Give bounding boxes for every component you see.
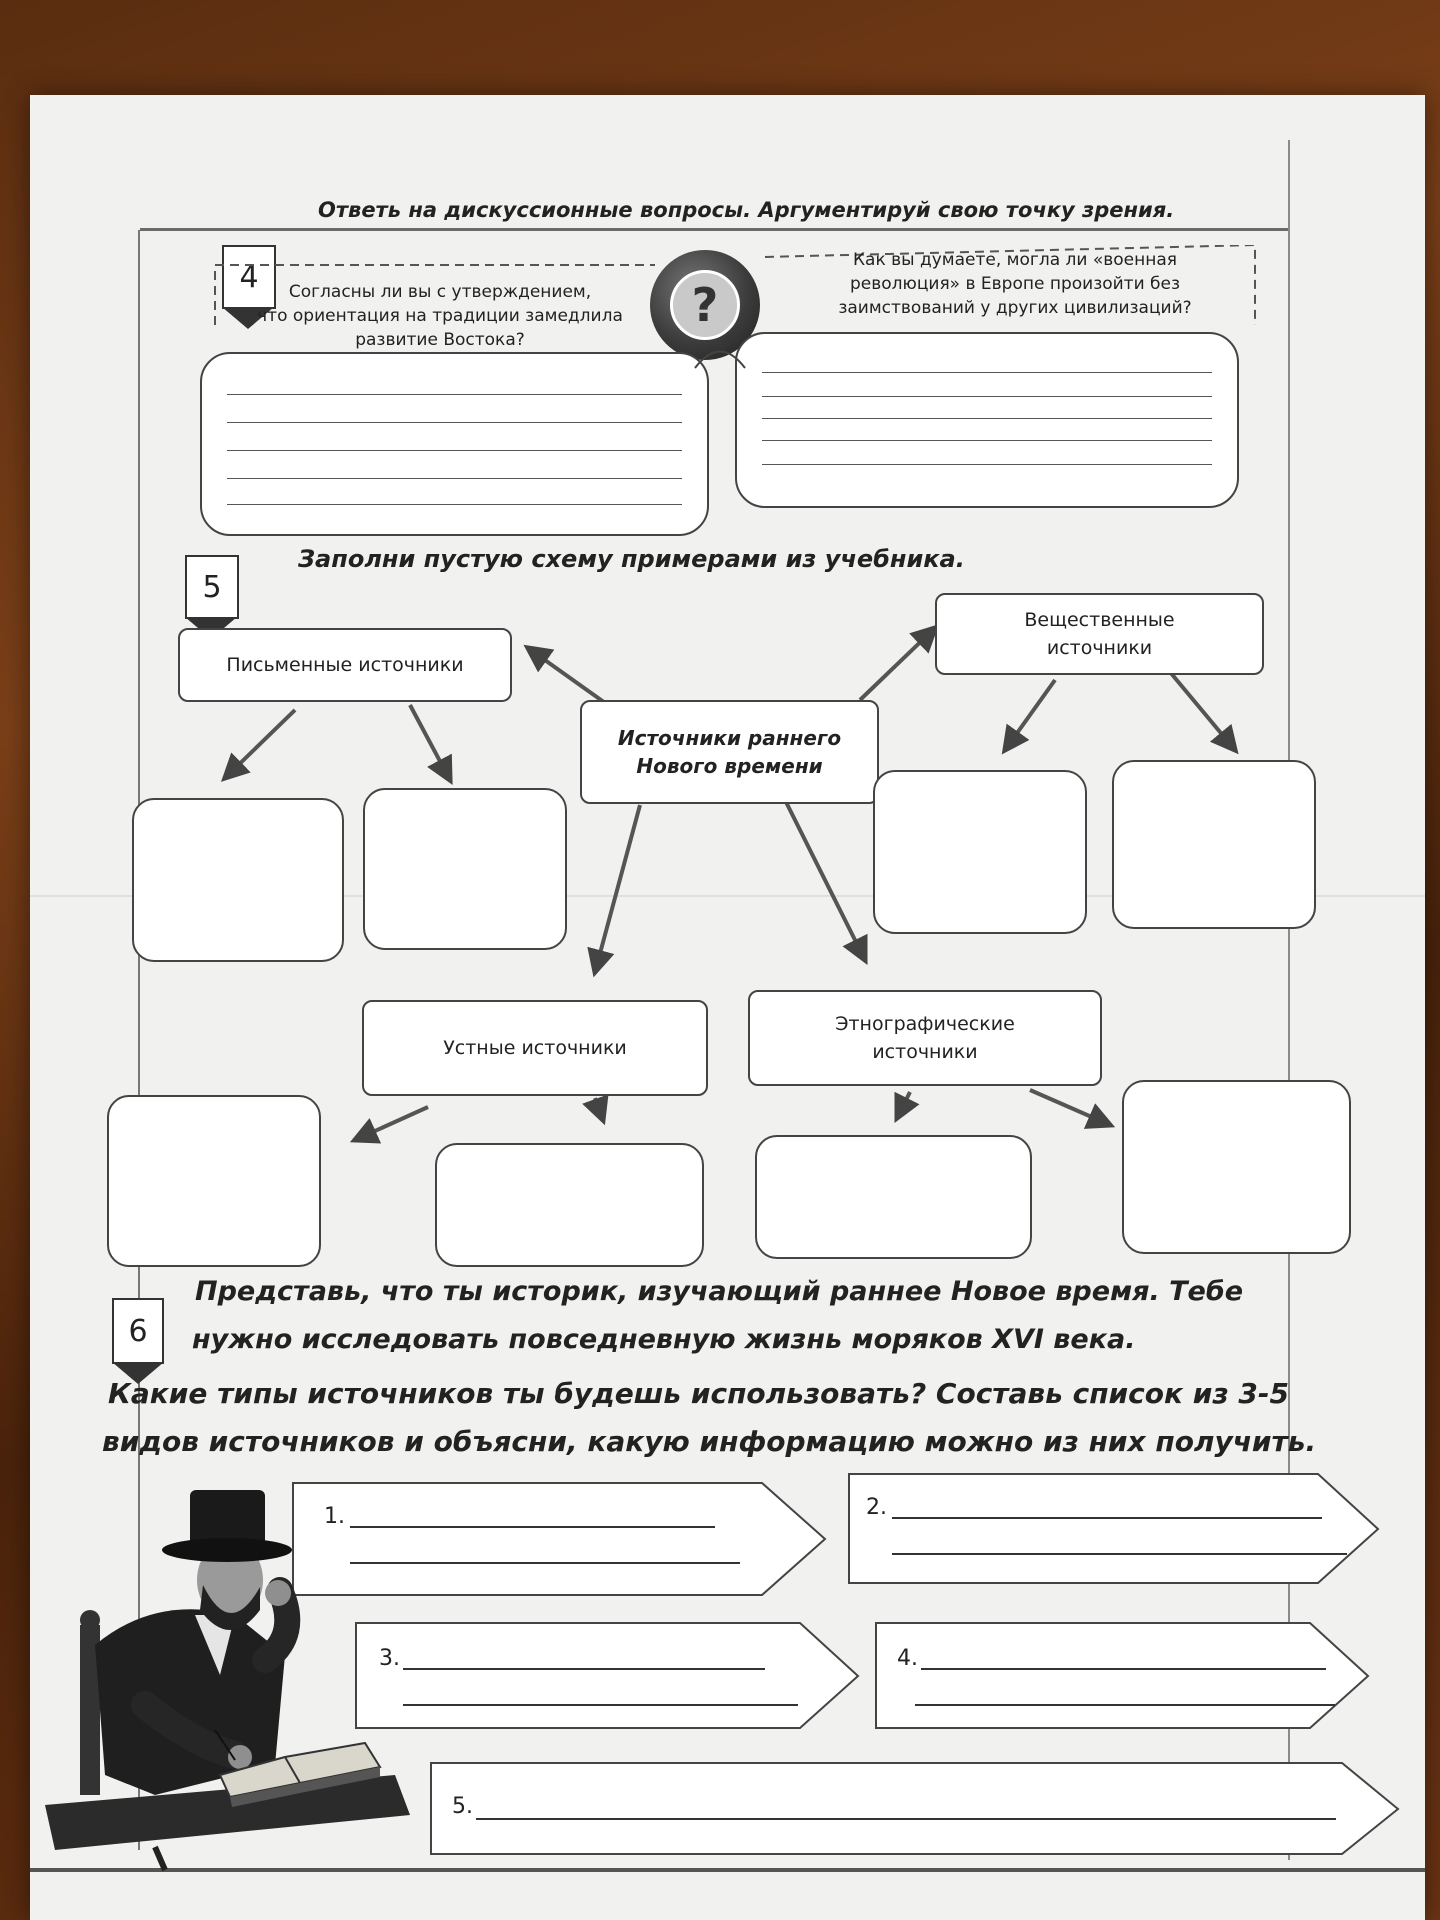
answer-arrow-4[interactable] (875, 1622, 1370, 1730)
arrow-to-material (860, 628, 935, 700)
arrow-material-right (1170, 672, 1235, 750)
answer-4-line-a[interactable] (921, 1668, 1326, 1670)
answer-4-line-b[interactable] (915, 1704, 1335, 1706)
answer-4-number: 4. (897, 1646, 918, 1671)
task6-line1: Представь, что ты историк, изучающий раннее Новое время. Тебе (195, 1276, 1244, 1307)
answer-arrow-2[interactable] (848, 1473, 1380, 1585)
node-material-label-line2: источники (1046, 637, 1153, 659)
arrow-to-oral (595, 805, 640, 972)
blank-material-2[interactable] (1112, 760, 1316, 929)
task5-heading: Заполни пустую схему примерами из учебника. (298, 545, 965, 573)
task4-heading: Ответь на дискуссионные вопросы. Аргументируй свою точку зрения. (318, 198, 1175, 222)
arrow-written-right (410, 705, 450, 780)
task4-question-right-line1: Как вы думаете, могла ли «военная (852, 250, 1177, 270)
arrow-oral-left (355, 1107, 428, 1140)
node-written-label: Письменные источники (226, 654, 464, 676)
arrow-ethno-right (1030, 1090, 1110, 1125)
answer-5-line[interactable] (476, 1818, 1336, 1820)
node-ethnographic-label-line1: Этнографические (835, 1013, 1015, 1035)
node-material-label-line1: Вещественные (1024, 609, 1175, 631)
task4-question-left-line2: что ориентация на традиции замедлила (257, 306, 623, 326)
blank-written-2[interactable] (363, 788, 567, 950)
node-center-early-modern-sources (580, 700, 879, 804)
node-oral-sources (362, 1000, 708, 1096)
blank-oral-2[interactable] (435, 1143, 704, 1267)
task4-question-left-line3: развитие Востока? (355, 330, 525, 350)
historian-illustration (35, 1475, 425, 1875)
answer-2-line-b[interactable] (892, 1553, 1347, 1555)
question-mark-glyph: ? (670, 270, 740, 340)
task6-number (112, 1298, 164, 1364)
arrow-to-ethnographic (785, 800, 865, 960)
task6-line4: видов источников и объясни, какую информацию можно из них получить. (102, 1425, 1317, 1458)
node-ethnographic-sources (748, 990, 1102, 1086)
task5-number-text: 5 (202, 569, 222, 605)
arrow-oral-right (595, 1098, 603, 1120)
task4-question-left-line1: Согласны ли вы с утверждением, (288, 282, 592, 302)
task6-number-text: 6 (128, 1313, 148, 1349)
node-ethnographic-label-line2: источники (872, 1041, 978, 1063)
node-center-label-line1: Источники раннего (617, 726, 842, 750)
task4-question-right-line2: революция» в Европе произойти без (849, 274, 1181, 294)
answer-3-line-a[interactable] (403, 1668, 765, 1670)
task4-question-right-line3: заимствований у других цивилизаций? (838, 298, 1192, 318)
arrow-material-left (1005, 680, 1055, 750)
task6-line2: нужно исследовать повседневную жизнь моряков XVI века. (192, 1324, 1136, 1355)
node-written-sources (178, 628, 512, 702)
task4-number-text: 4 (239, 259, 259, 295)
blank-ethnographic-2[interactable] (1122, 1080, 1351, 1254)
node-oral-label: Устные источники (443, 1037, 627, 1059)
answer-2-number: 2. (866, 1495, 887, 1520)
answer-1-number: 1. (324, 1504, 345, 1529)
answer-3-number: 3. (379, 1646, 400, 1671)
answer-arrow-5[interactable] (430, 1762, 1400, 1856)
blank-oral-1[interactable] (107, 1095, 321, 1267)
arrow-ethno-left (897, 1092, 910, 1118)
answer-5-number: 5. (452, 1794, 473, 1819)
answer-2-line-a[interactable] (892, 1517, 1322, 1519)
answer-arrow-3[interactable] (355, 1622, 860, 1730)
blank-material-1[interactable] (873, 770, 1087, 934)
node-center-label-line2: Нового времени (636, 754, 823, 778)
blank-ethnographic-1[interactable] (755, 1135, 1032, 1259)
node-material-sources (935, 593, 1264, 675)
answer-3-line-b[interactable] (403, 1704, 798, 1706)
blank-written-1[interactable] (132, 798, 344, 962)
task6-line3: Какие типы источников ты будешь использовать? Составь список из 3-5 (108, 1377, 1289, 1410)
arrow-written-left (225, 710, 295, 778)
